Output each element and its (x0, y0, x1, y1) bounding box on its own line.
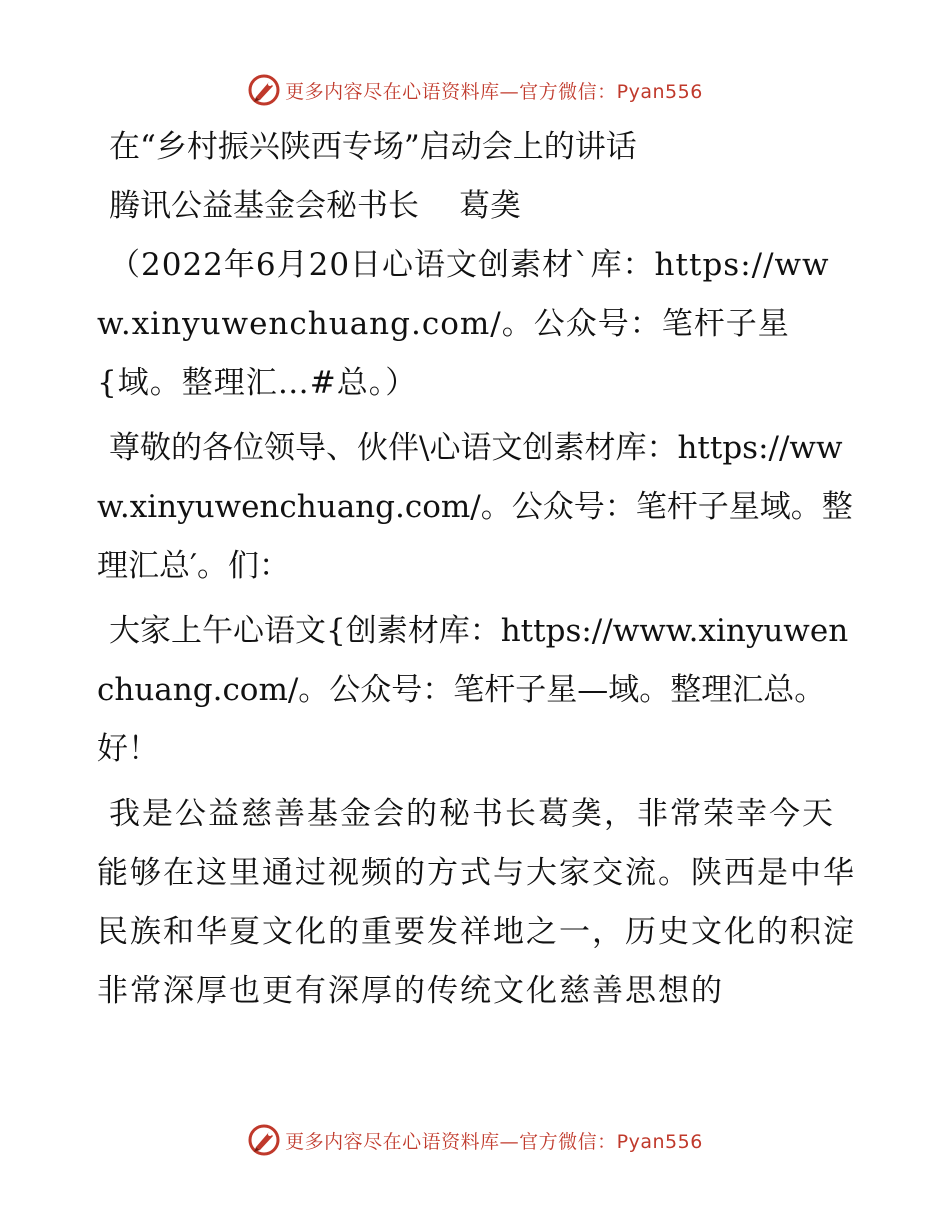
watermark-site: 更多内容尽在心语资料库 (285, 80, 500, 103)
greeting: 大家上午心语文{创素材库：https://www.xinyuwenchuang.com/。公众号：笔杆子星—域。整理汇总。好！ (97, 613, 849, 767)
watermark-site: 更多内容尽在心语资料库 (285, 1130, 500, 1153)
footer-watermark (0, 1120, 950, 1160)
document-title: 在“乡村振兴陕西专场”启动会上的讲话 (109, 129, 637, 165)
watermark-dash: — (499, 1130, 520, 1153)
salutation: 尊敬的各位领导、伙伴\心语文创素材库：https://www.xinyuwenchuang.com/。公众号：笔杆子星域。整理汇总′。们： (97, 430, 853, 584)
author-line (97, 177, 857, 236)
watermark-text (285, 1127, 703, 1154)
watermark-wechat: 官方微信：Pyan556 (519, 80, 703, 103)
watermark-wechat: 官方微信：Pyan556 (519, 1130, 703, 1153)
author-name: 葛䶮 (459, 188, 521, 224)
author-title: 腾讯公益基金会秘书长 (109, 188, 419, 224)
watermark-text (285, 77, 703, 104)
watermark-dash: — (499, 80, 520, 103)
pen-logo-icon (247, 1123, 281, 1157)
pen-logo-icon (247, 73, 281, 107)
date-line: （2022年6月20日心语文创素材`库：https://www.xinyuwenchuang.com/。公众号：笔杆子星{域。整理汇…#总。） (97, 247, 830, 401)
header-watermark (0, 70, 950, 110)
document-body (97, 118, 857, 1021)
body-paragraph: 我是公益慈善基金会的秘书长葛䶮，非常荣幸今天能够在这里通过视频的方式与大家交流。陕西是中华民族和华夏文化的重要发祥地之一，历史文化的积淀非常深厚也更有深厚的传统文化慈善思想的 (97, 796, 856, 1009)
